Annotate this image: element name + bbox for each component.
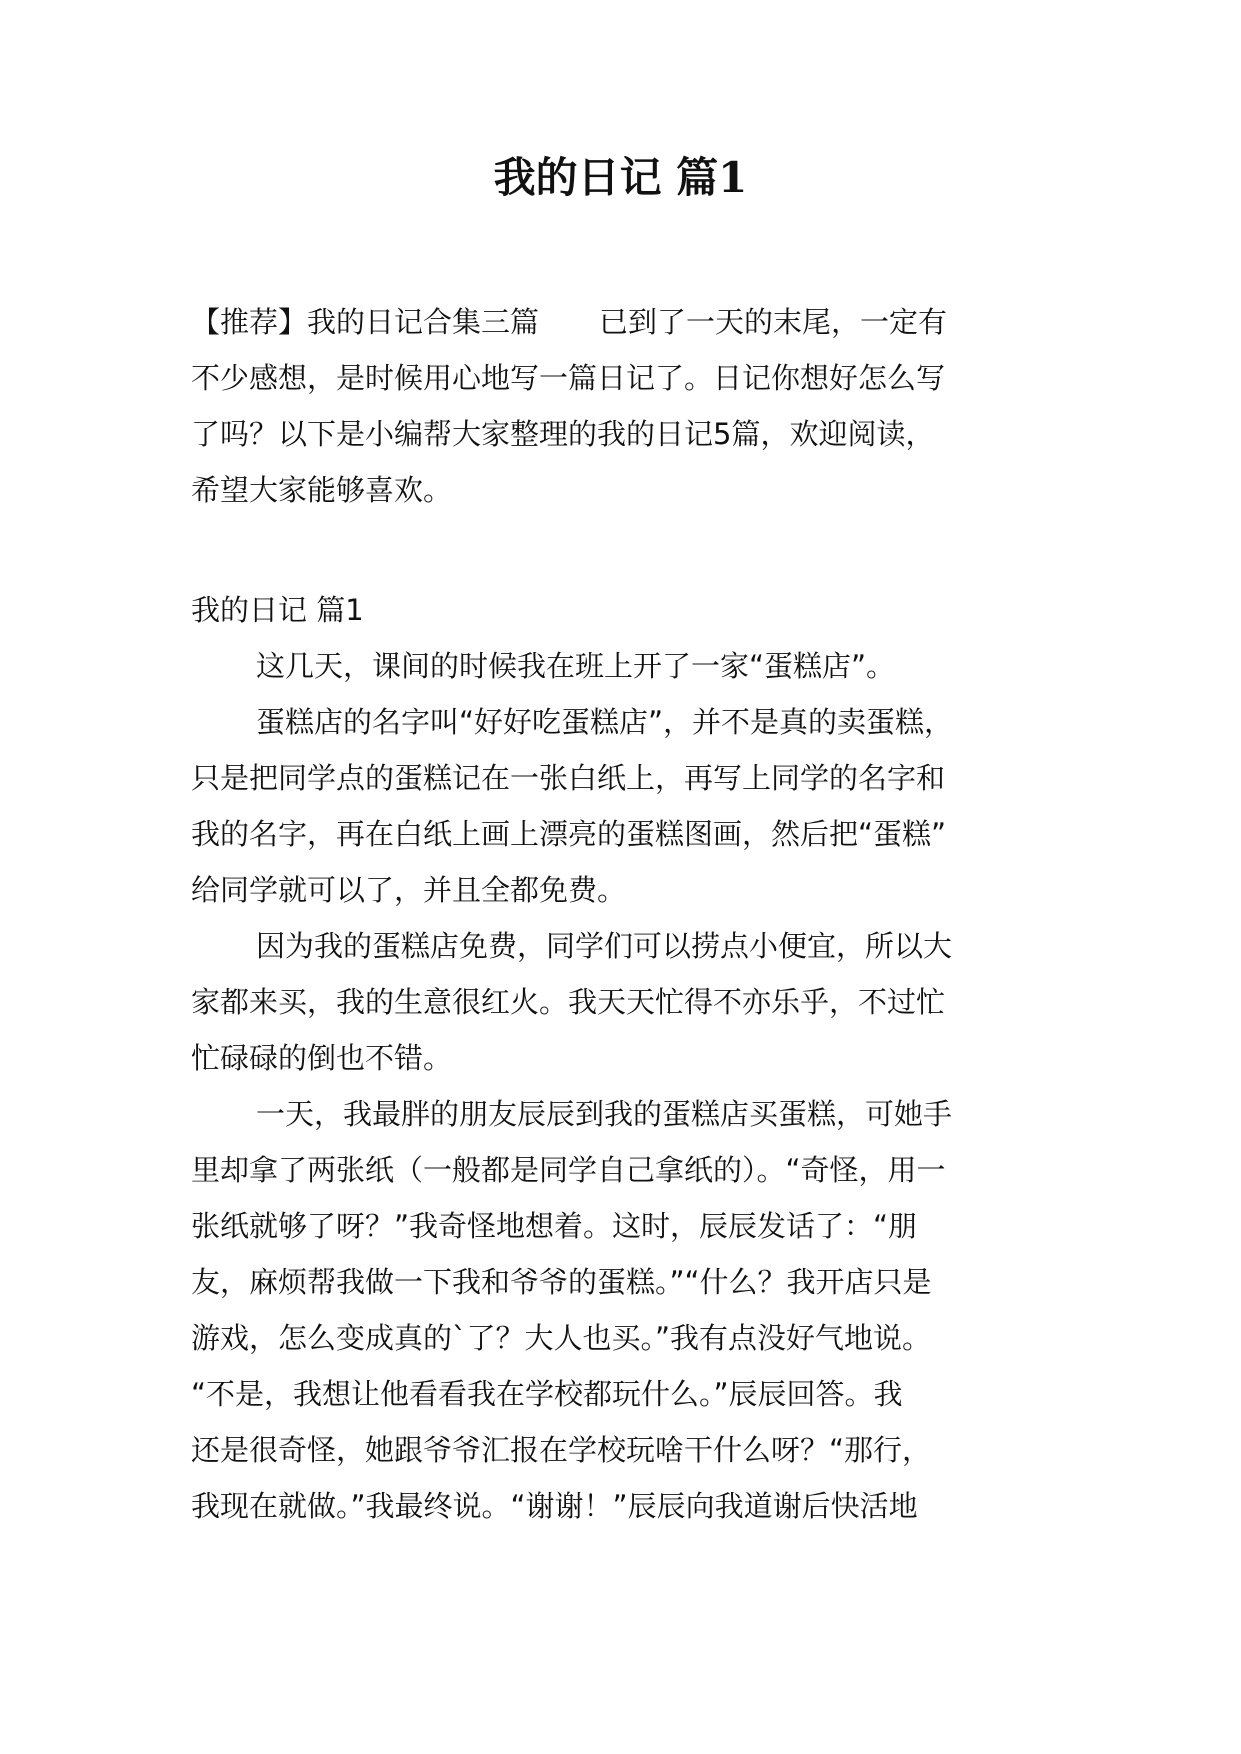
body-line: 给同学就可以了，并且全都免费。 (191, 873, 627, 907)
body-line: 这几天，课间的时候我在班上开了一家“蛋糕店”。 (256, 649, 896, 683)
intro-line: 不少感想，是时候用心地写一篇日记了。日记你想好怎么写 (191, 361, 946, 395)
body-line: 游戏，怎么变成真的`了？大人也买。”我有点没好气地说。 (191, 1321, 932, 1355)
intro-line: 希望大家能够喜欢。 (191, 473, 453, 507)
body-line: 因为我的蛋糕店免费，同学们可以捞点小便宜，所以大 (256, 929, 953, 963)
body-line: 家都来买，我的生意很红火。我天天忙得不亦乐乎，不过忙 (191, 985, 946, 1019)
intro-paragraph (191, 294, 1053, 518)
body-line: 蛋糕店的名字叫“好好吃蛋糕店”，并不是真的卖蛋糕， (256, 705, 954, 739)
intro-line (191, 294, 1053, 350)
body-line: 一天，我最胖的朋友辰辰到我的蛋糕店买蛋糕，可她手 (256, 1097, 953, 1131)
body-line: “不是，我想让他看看我在学校都玩什么。”辰辰回答。我 (191, 1377, 903, 1411)
body-line: 还是很奇怪，她跟爷爷汇报在学校玩啥干什么呀？“那行， (191, 1433, 932, 1467)
body-line: 张纸就够了呀？”我奇怪地想着。这时，辰辰发话了：“朋 (191, 1209, 918, 1243)
body-line: 友，麻烦帮我做一下我和爷爷的蛋糕。”“什么？我开店只是 (191, 1265, 932, 1299)
body-line: 我的名字，再在白纸上画上漂亮的蛋糕图画，然后把“蛋糕” (191, 817, 947, 851)
diary-body (191, 582, 1053, 1534)
intro-line: 了吗？以下是小编帮大家整理的我的日记5篇，欢迎阅读， (191, 417, 935, 451)
body-line: 我现在就做。”我最终说。“谢谢！”辰辰向我道谢后快活地 (191, 1489, 918, 1523)
intro-line-text: 已到了一天的末尾，一定有 (599, 305, 948, 339)
body-line: 只是把同学点的蛋糕记在一张白纸上，再写上同学的名字和 (191, 761, 946, 795)
intro-recommend-label: 【推荐】我的日记合集三篇 (191, 305, 540, 339)
body-line: 忙碌碌的倒也不错。 (191, 1041, 453, 1075)
section-heading: 我的日记 篇1 (191, 593, 364, 627)
body-line: 里却拿了两张纸（一般都是同学自己拿纸的）。“奇怪，用一 (191, 1153, 946, 1187)
document-title: 我的日记 篇1 (493, 153, 748, 202)
